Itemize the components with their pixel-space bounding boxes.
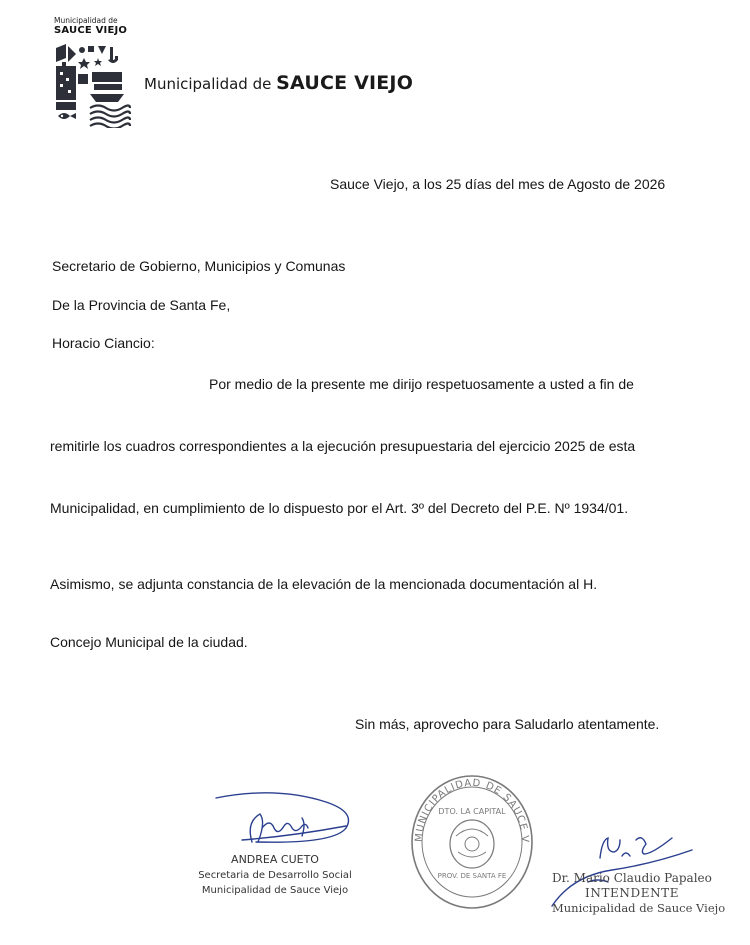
right-signatory-org: Municipalidad de Sauce Viejo [552, 901, 726, 915]
recipient-name: Horacio Ciancio: [52, 335, 155, 351]
place-date: Sauce Viejo, a los 25 días del mes de Agosto de 2026 [330, 176, 666, 192]
brand-title [144, 72, 413, 94]
logo-wordmark [54, 16, 134, 36]
paragraph1-line1: Por medio de la presente me dirijo respetuosamente a usted a fin de [209, 376, 634, 392]
paragraph2-line2: Concejo Municipal de la ciudad. [50, 634, 248, 650]
seal-outer-text: MUNICIPALIDAD DE SAUCE V [413, 777, 531, 844]
closing-line: Sin más, aprovecho para Saludarlo atentamente. [355, 716, 660, 732]
left-signatory-org: Municipalidad de Sauce Viejo [201, 885, 349, 896]
paragraph1-line2: remitirle los cuadros correspondientes a la ejecución presupuestaria del ejercicio 2025 de esta [50, 438, 636, 454]
official-seal-icon [408, 772, 536, 917]
paragraph1-line3: Municipalidad, en cumplimiento de lo dispuesto por el Art. 3º del Decreto del P.E. Nº 1934/01. [50, 500, 629, 516]
right-signatory-title: INTENDENTE [585, 886, 680, 900]
seal-inner-text1: DTO. LA CAPITAL [438, 807, 506, 816]
right-signatory-name: Dr. Mario Claudio Papaleo [552, 871, 712, 885]
recipient-line1: Secretario de Gobierno, Municipios y Comunas [52, 258, 346, 274]
municipal-emblem-icon [54, 44, 132, 133]
handwritten-signature-left [212, 788, 372, 863]
left-signatory-name: ANDREA CUETO [231, 853, 319, 866]
recipient-line2: De la Provincia de Santa Fe, [52, 297, 231, 313]
left-signatory-title: Secretaria de Desarrollo Social [198, 870, 352, 881]
paragraph2-line1: Asimismo, se adjunta constancia de la elevación de la mencionada documentación al H. [50, 576, 598, 592]
logo-line1: Municipalidad de [54, 16, 118, 25]
seal-inner-text2: PROV. DE SANTA FE [437, 872, 507, 880]
brand-prefix: Municipalidad de [144, 75, 277, 93]
brand-name: SAUCE VIEJO [276, 72, 414, 94]
logo-line2: SAUCE VIEJO [54, 25, 128, 36]
